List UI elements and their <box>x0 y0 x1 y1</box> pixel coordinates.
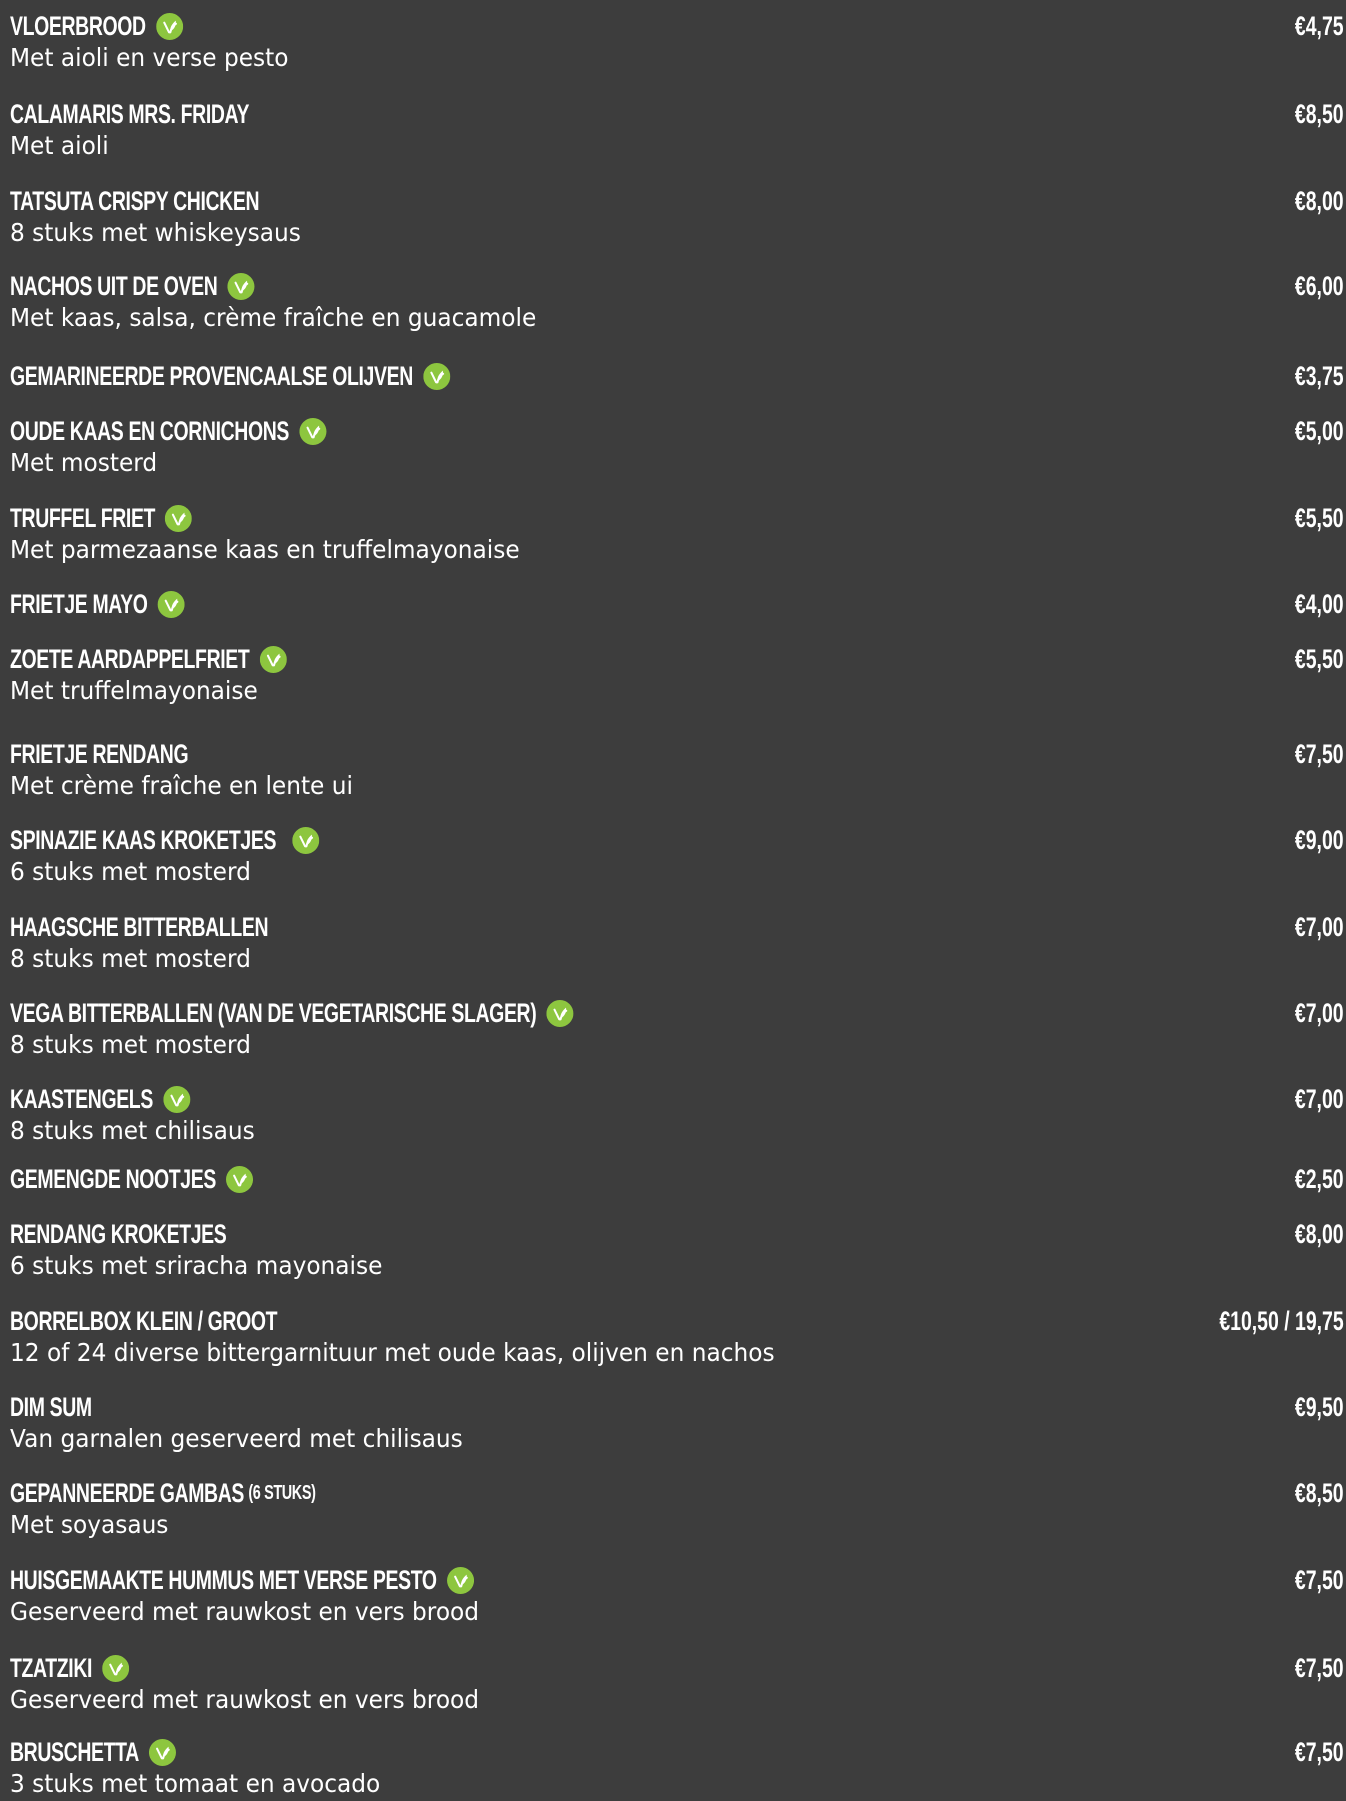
item-price: €4,00 <box>1295 589 1344 619</box>
item-price: €5,00 <box>1295 416 1344 446</box>
item-description: Met mosterd <box>10 448 158 477</box>
item-price: €7,50 <box>1295 1737 1344 1767</box>
item-description: 12 of 24 diverse bittergarnituur met oude kaas, olijven en nachos <box>10 1338 775 1367</box>
item-name-text: HAAGSCHE BITTERBALLEN <box>10 912 269 942</box>
item-name <box>10 995 566 1031</box>
item-name-text: TRUFFEL FRIET <box>10 503 156 533</box>
item-name <box>10 1562 466 1598</box>
item-name <box>10 183 259 219</box>
vegetarian-leaf-icon <box>423 363 450 390</box>
item-description: Met parmezaanse kaas en truffelmayonaise <box>10 535 520 564</box>
vegetarian-leaf-icon <box>546 1000 573 1027</box>
vegetarian-leaf-icon <box>156 13 183 40</box>
item-name <box>10 736 188 772</box>
item-price: €9,50 <box>1295 1392 1344 1422</box>
item-price: €2,50 <box>1295 1164 1344 1194</box>
item-description: Geserveerd met rauwkost en vers brood <box>10 1685 480 1714</box>
item-name-text: TATSUTA CRISPY CHICKEN <box>10 186 260 216</box>
item-name <box>10 1389 92 1425</box>
item-name-text: ZOETE AARDAPPELFRIET <box>10 644 250 674</box>
item-price: €10,50 / 19,75 <box>1219 1306 1344 1336</box>
vegetarian-leaf-icon <box>292 827 319 854</box>
item-name <box>10 822 311 858</box>
item-name-text: CALAMARIS MRS. FRIDAY <box>10 99 250 129</box>
item-price: €8,00 <box>1295 1219 1344 1249</box>
item-description: Met kaas, salsa, crème fraîche en guacamole <box>10 303 537 332</box>
item-name <box>10 500 185 536</box>
item-name-text: GEMARINEERDE PROVENCAALSE OLIJVEN <box>10 361 413 391</box>
item-name-text: HUISGEMAAKTE HUMMUS MET VERSE PESTO <box>10 1565 437 1595</box>
item-price: €3,75 <box>1295 361 1344 391</box>
item-price: €8,00 <box>1295 186 1344 216</box>
item-name-text: TZATZIKI <box>10 1653 93 1683</box>
item-name <box>10 1650 122 1686</box>
item-price: €7,00 <box>1295 998 1344 1028</box>
item-name <box>10 1081 182 1117</box>
vegetarian-leaf-icon <box>227 273 254 300</box>
vegetarian-leaf-icon <box>102 1655 129 1682</box>
vegetarian-leaf-icon <box>165 505 192 532</box>
item-name <box>10 1303 277 1339</box>
item-name <box>10 96 249 132</box>
vegetarian-leaf-icon <box>158 591 185 618</box>
item-description: 8 stuks met mosterd <box>10 1030 251 1059</box>
item-price: €8,50 <box>1295 1478 1344 1508</box>
item-price: €7,50 <box>1295 1565 1344 1595</box>
item-name-text: BRUSCHETTA <box>10 1737 139 1767</box>
vegetarian-leaf-icon <box>163 1086 190 1113</box>
item-name-text: DIM SUM <box>10 1392 92 1422</box>
item-description: Met aioli <box>10 131 109 160</box>
item-name-text: FRIETJE RENDANG <box>10 739 189 769</box>
item-description: Met truffelmayonaise <box>10 676 258 705</box>
item-name-text: VEGA BITTERBALLEN (VAN DE VEGETARISCHE SLAGER) <box>10 998 537 1028</box>
item-name-text: GEPANNEERDE GAMBAS <box>10 1478 245 1508</box>
item-price: €7,00 <box>1295 1084 1344 1114</box>
vegetarian-leaf-icon <box>447 1567 474 1594</box>
item-description: 6 stuks met sriracha mayonaise <box>10 1251 383 1280</box>
item-name-text: KAASTENGELS <box>10 1084 153 1114</box>
item-description: 8 stuks met whiskeysaus <box>10 218 301 247</box>
item-price: €8,50 <box>1295 99 1344 129</box>
vegetarian-leaf-icon <box>149 1739 176 1766</box>
item-description: 3 stuks met tomaat en avocado <box>10 1769 381 1798</box>
item-price: €4,75 <box>1295 11 1344 41</box>
item-price: €7,50 <box>1295 1653 1344 1683</box>
item-name-text: VLOERBROOD <box>10 11 146 41</box>
item-description: Geserveerd met rauwkost en vers brood <box>10 1597 480 1626</box>
item-name-text: BORRELBOX KLEIN / GROOT <box>10 1306 278 1336</box>
item-name-text: GEMENGDE NOOTJES <box>10 1164 216 1194</box>
item-name <box>10 1475 316 1511</box>
item-name <box>10 586 177 622</box>
item-name <box>10 413 319 449</box>
item-name <box>10 358 442 394</box>
item-description: Met aioli en verse pesto <box>10 43 289 72</box>
vegetarian-leaf-icon <box>299 418 326 445</box>
item-name <box>10 268 247 304</box>
item-description: 8 stuks met chilisaus <box>10 1116 255 1145</box>
vegetarian-leaf-icon <box>259 646 286 673</box>
item-name <box>10 641 279 677</box>
item-price: €5,50 <box>1295 644 1344 674</box>
item-description: 8 stuks met mosterd <box>10 944 251 973</box>
item-name-text: RENDANG KROKETJES <box>10 1219 227 1249</box>
item-description: 6 stuks met mosterd <box>10 857 251 886</box>
item-description: Met soyasaus <box>10 1510 169 1539</box>
item-name-suffix: (6 STUKS) <box>248 1482 316 1504</box>
item-price: €9,00 <box>1295 825 1344 855</box>
item-name-text: FRIETJE MAYO <box>10 589 148 619</box>
item-name-text: NACHOS UIT DE OVEN <box>10 271 218 301</box>
item-price: €7,50 <box>1295 739 1344 769</box>
item-price: €6,00 <box>1295 271 1344 301</box>
item-name <box>10 1216 226 1252</box>
item-name <box>10 1734 168 1770</box>
item-name <box>10 8 175 44</box>
vegetarian-leaf-icon <box>226 1166 253 1193</box>
item-price: €7,00 <box>1295 912 1344 942</box>
item-name <box>10 1161 245 1197</box>
item-description: Van garnalen geserveerd met chilisaus <box>10 1424 463 1453</box>
item-price: €5,50 <box>1295 503 1344 533</box>
item-name-text: OUDE KAAS EN CORNICHONS <box>10 416 290 446</box>
item-name-text: SPINAZIE KAAS KROKETJES <box>10 825 277 855</box>
item-name <box>10 909 268 945</box>
item-description: Met crème fraîche en lente ui <box>10 771 353 800</box>
